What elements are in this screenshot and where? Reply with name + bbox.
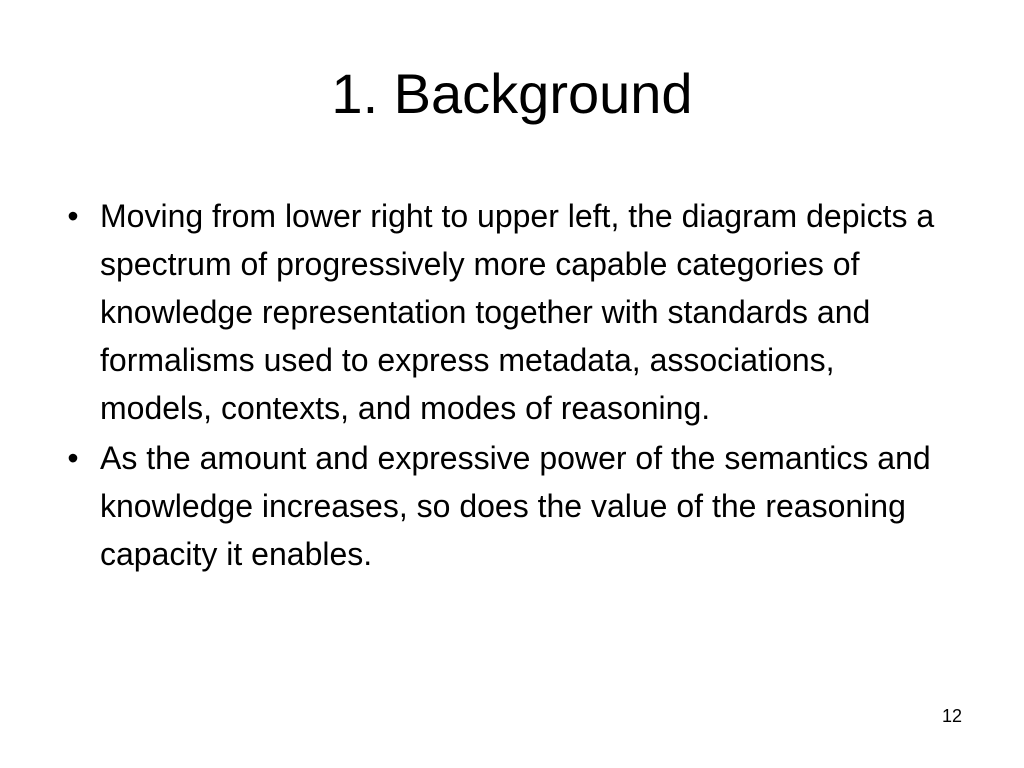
slide-title: 1. Background [331, 62, 693, 125]
bullet-item [58, 192, 938, 432]
page-number: 12 [941, 706, 962, 726]
bullet-text: Moving from lower right to upper left, the diagram depicts a spectrum of progressively more capable categories of knowledge representation together with standards and formalisms used to express metadata, associations, models, contexts, and modes of reasoning. [100, 198, 935, 426]
bullet-list [58, 192, 938, 580]
bullet-icon: • [67, 440, 79, 476]
bullet-text: As the amount and expressive power of the semantics and knowledge increases, so does the value of the reasoning capacity it enables. [100, 440, 931, 572]
bullet-item [58, 434, 938, 578]
bullet-icon: • [67, 198, 79, 234]
